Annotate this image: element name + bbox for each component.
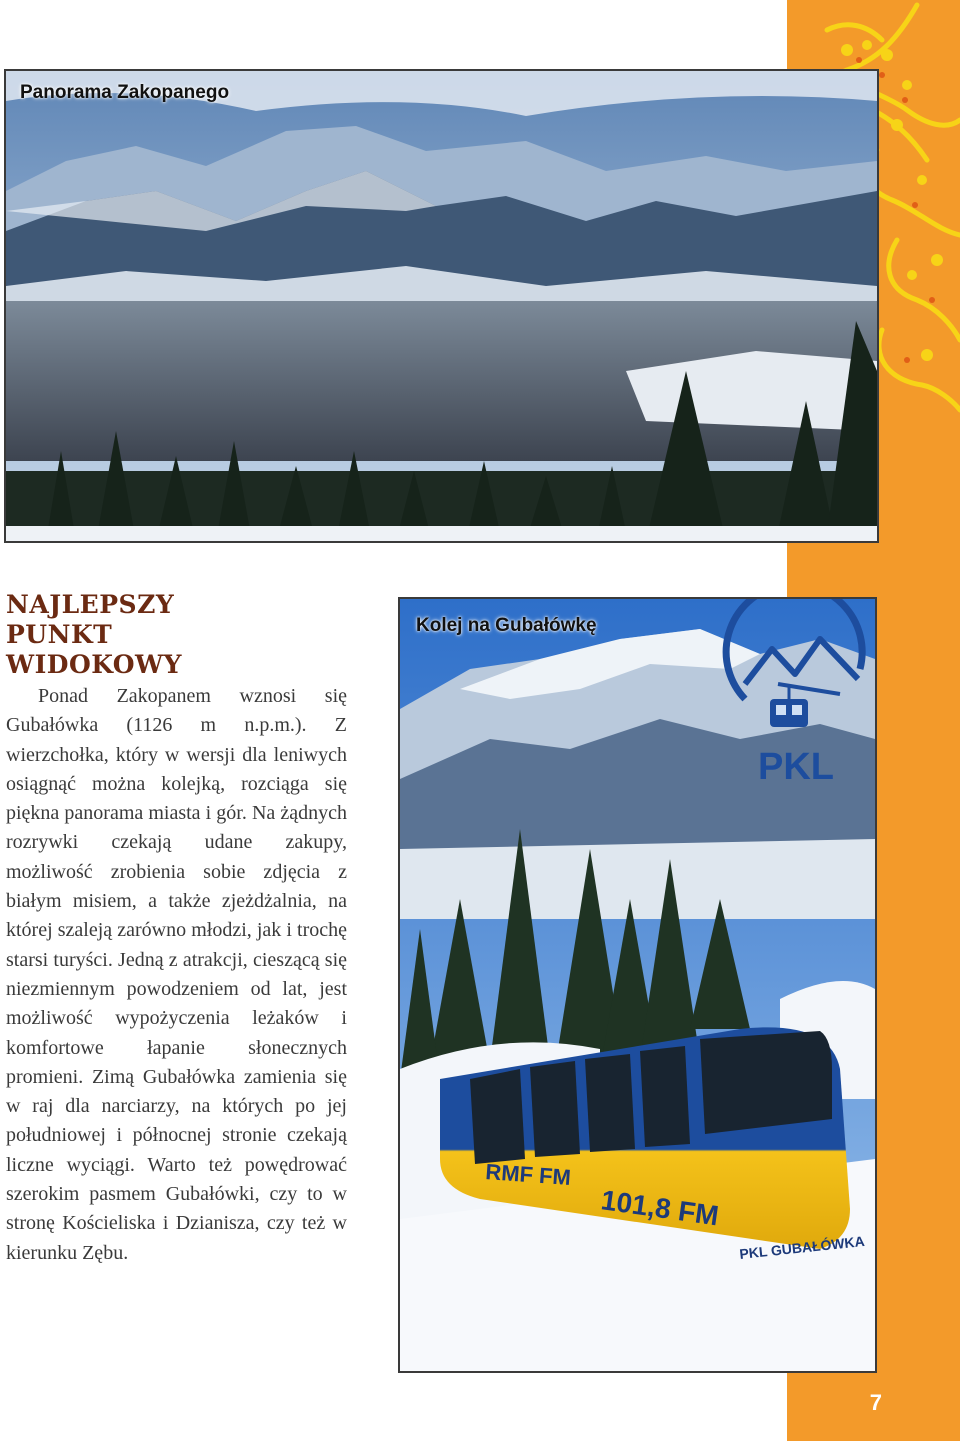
photo-caption-funicular: Kolej na Gubałówkę [416, 615, 597, 636]
train-radio-text: 101,8 FM [599, 1184, 721, 1232]
pkl-logo-text: PKL [758, 746, 834, 788]
gubalowka-funicular-photo [398, 597, 877, 1373]
zakopane-panorama-photo [4, 69, 879, 543]
article-heading: NAJLEPSZY PUNKT WIDOKOWY [6, 590, 182, 679]
page-number: 7 [869, 1390, 882, 1415]
train-brand-text: PKL GUBAŁÓWKA [738, 1232, 866, 1262]
photo-caption-panorama: Panorama Zakopanego [20, 82, 230, 103]
funicular-image [400, 599, 875, 1371]
panorama-image [6, 71, 877, 541]
article-body: Ponad Zakopanem wznosi się Gubałówka (1126 m n.p.m.). Z wierzchołka, który w wersji dla leniwych osiągnąć można kolejką, rozciąga się piękna panorama miasta i gór. Na żądnych rozrywki czekają udane zakupy, możliwość zrobienia sobie zdjęcia z białym misiem, a także zjeżdżalnia, na której szaleją zarówno młodzi, jak i trochę starsi turyści. Jedną z atrakcji, cieszącą się niezmiennym powodzeniem od lat, jest możliwość wypożyczenia leżaków i komfortowe łapanie słonecznych promieni. Zimą Gubałówka zamienia się w raj dla narciarzy, na których po jej południowej i północnej stronie czekają liczne wyciągi. Warto też powędrować szerokim pasmem Gubałówki, czy to w stronę Kościeliska i Dzianisza, czy też w kierunku Zębu. [6, 685, 347, 1264]
train-side-text: RMF FM [484, 1159, 572, 1190]
